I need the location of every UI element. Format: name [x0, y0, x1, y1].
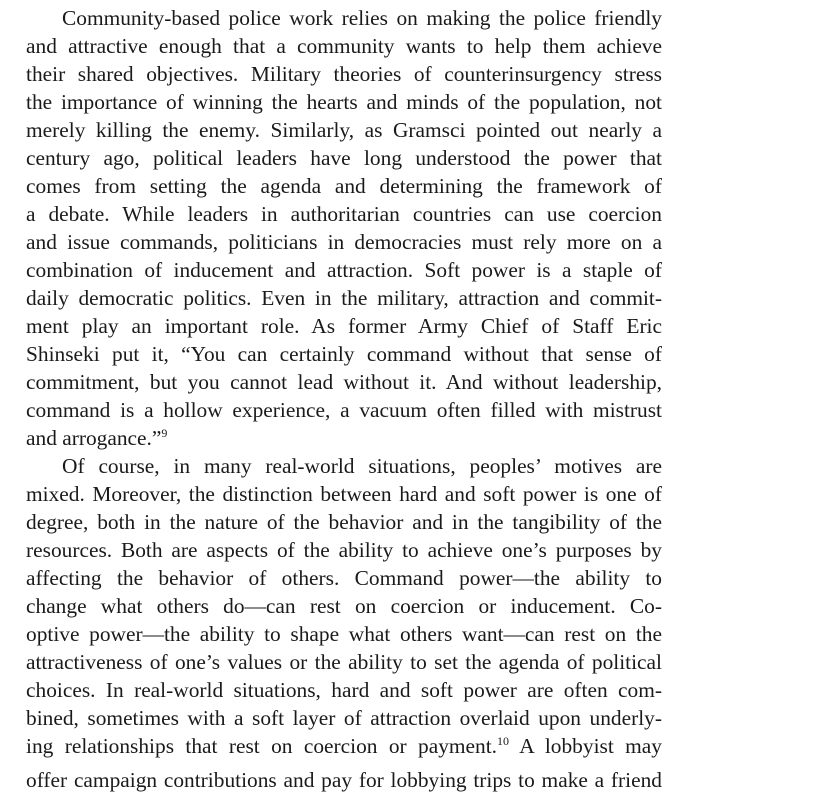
document-page [26, 4, 662, 792]
text-line: daily democratic politics. Even in the military, attraction and commit- [26, 286, 662, 310]
text-line: mixed. Moreover, the distinction between hard and soft power is one of [26, 482, 662, 506]
paragraph-1 [26, 4, 662, 452]
text-line: bined, sometimes with a soft layer of attraction overlaid upon underly- [26, 706, 662, 730]
text-line: Shinseki put it, “You can certainly command without that sense of [26, 342, 662, 366]
text-line: choices. In real-world situations, hard and soft power are often com- [26, 678, 662, 702]
text-span: and arrogance.” [26, 426, 162, 450]
text-line: affecting the behavior of others. Command power—the ability to [26, 566, 662, 590]
text-line: and attractive enough that a community wants to help them achieve [26, 34, 662, 58]
text-line: ment play an important role. As former Army Chief of Staff Eric [26, 314, 662, 338]
text-line: commitment, but you cannot lead without it. And without leadership, [26, 370, 662, 394]
footnote-marker[interactable]: 9 [161, 426, 168, 440]
text-line: optive power—the ability to shape what others want—can rest on the [26, 622, 662, 646]
text-line-cut-off: offer campaign contributions and pay for lobbying trips to make a friend [26, 768, 662, 792]
text-line: their shared objectives. Military theories of counterinsurgency stress [26, 62, 662, 86]
text-line: comes from setting the agenda and determining the framework of [26, 174, 662, 198]
text-line: resources. Both are aspects of the ability to achieve one’s purposes by [26, 538, 662, 562]
footnote-marker[interactable]: 10 [497, 734, 510, 748]
text-line: and issue commands, politicians in democracies must rely more on a [26, 230, 662, 254]
text-line: change what others do—can rest on coercion or inducement. Co- [26, 594, 662, 618]
text-span: ing relationships that rest on coercion or payment. [26, 734, 498, 758]
text-line: a debate. While leaders in authoritarian countries can use coercion [26, 202, 662, 226]
text-line: the importance of winning the hearts and minds of the population, not [26, 90, 662, 114]
text-line: command is a hollow experience, a vacuum often filled with mistrust [26, 398, 662, 422]
text-line: combination of inducement and attraction. Soft power is a staple of [26, 258, 662, 282]
paragraph-2 [26, 452, 662, 792]
text-line: attractiveness of one’s values or the ability to set the agenda of political [26, 650, 662, 674]
text-line-with-footnote [26, 732, 662, 760]
text-line: century ago, political leaders have long understood the power that [26, 146, 662, 170]
cut-off-line-container [26, 760, 662, 792]
text-span: A lobbyist may [509, 734, 662, 758]
text-line: Community-based police work relies on making the police friendly [62, 6, 662, 30]
text-line: degree, both in the nature of the behavior and in the tangibility of the [26, 510, 662, 534]
text-line-last [26, 424, 662, 452]
text-line: merely killing the enemy. Similarly, as Gramsci pointed out nearly a [26, 118, 662, 142]
text-line: Of course, in many real-world situations, peoples’ motives are [62, 454, 662, 478]
